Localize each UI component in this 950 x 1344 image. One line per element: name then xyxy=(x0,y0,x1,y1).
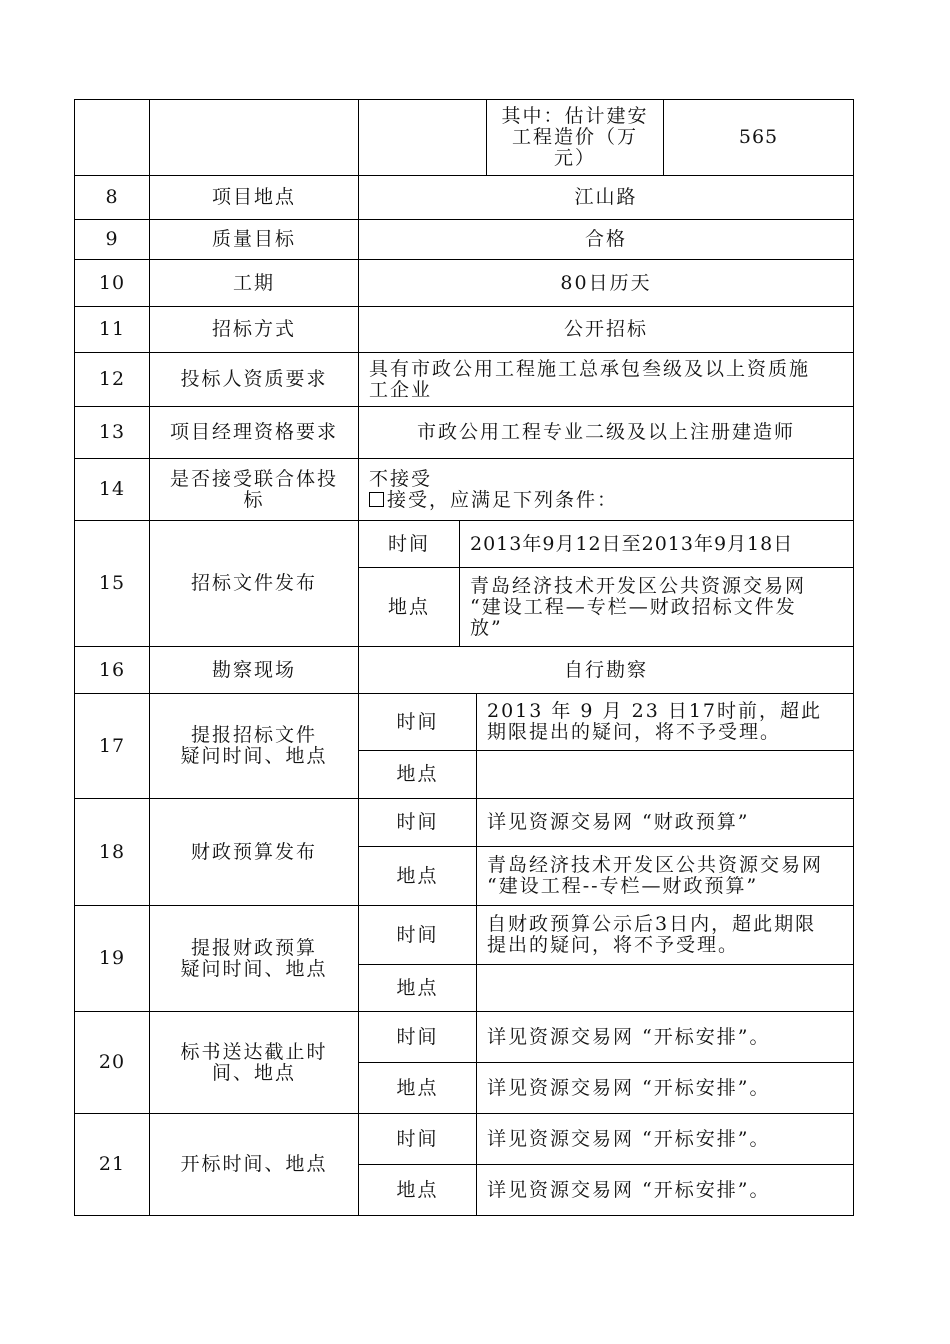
label-line: 疑问时间、地点 xyxy=(180,745,328,767)
place-value xyxy=(477,847,853,905)
place-label: 地点 xyxy=(387,595,430,618)
value-line: 提出的疑问，将不予受理。 xyxy=(487,934,740,956)
option-not-accept: 不接受 xyxy=(369,467,433,490)
row-number: 11 xyxy=(98,318,126,340)
time-label: 时间 xyxy=(387,532,430,555)
row-value xyxy=(359,353,853,406)
option-accept xyxy=(369,490,618,511)
row-label: 招标方式 xyxy=(211,318,296,340)
row-label: 勘察现场 xyxy=(211,658,296,681)
row-number: 17 xyxy=(98,734,126,757)
row-number: 15 xyxy=(98,572,126,594)
row-line xyxy=(74,1215,854,1216)
time-label: 时间 xyxy=(396,811,439,833)
row-label: 招标文件发布 xyxy=(190,572,317,594)
time-label: 时间 xyxy=(396,1127,439,1150)
row-number: 10 xyxy=(98,271,126,294)
construction-cost-value: 565 xyxy=(738,126,779,148)
row-value: 市政公用工程专业二级及以上注册建造师 xyxy=(416,421,795,443)
row-label xyxy=(150,459,358,520)
row-number: 19 xyxy=(98,947,126,969)
label-line: 是否接受联合体投 xyxy=(169,467,338,490)
time-value: 详见资源交易网 “开标安排”。 xyxy=(487,1025,771,1048)
value-line: 期限提出的疑问，将不予受理。 xyxy=(487,721,782,743)
label-line: 疑问时间、地点 xyxy=(180,957,328,980)
place-value: 详见资源交易网 “开标安排”。 xyxy=(487,1076,771,1099)
time-value: 详见资源交易网 “财政预算” xyxy=(487,811,750,833)
row-value: 80日历天 xyxy=(560,271,652,294)
place-label: 地点 xyxy=(396,864,439,887)
time-value xyxy=(477,906,853,964)
sub-label-line: 其中：估计建安 xyxy=(501,105,649,127)
row-number: 13 xyxy=(98,421,126,443)
row-number: 16 xyxy=(98,658,126,681)
time-label: 时间 xyxy=(396,1025,439,1048)
value-line: 青岛经济技术开发区公共资源交易网 xyxy=(470,574,807,597)
value-line: “建设工程--专栏—财政预算” xyxy=(487,875,759,897)
value-line: “建设工程—专栏—财政招标文件发 xyxy=(470,595,797,618)
value-line: 2013 年 9 月 23 日17时前，超此 xyxy=(487,700,822,722)
row-label xyxy=(150,1012,358,1113)
place-value: 详见资源交易网 “开标安排”。 xyxy=(487,1178,771,1201)
row-label: 工期 xyxy=(232,271,275,294)
label-line: 间、地点 xyxy=(211,1061,296,1084)
time-value: 详见资源交易网 “开标安排”。 xyxy=(487,1127,771,1150)
label-line: 标书送达截止时 xyxy=(180,1040,328,1063)
row-label: 投标人资质要求 xyxy=(180,368,328,390)
row-label: 项目地点 xyxy=(211,186,296,208)
value-line: 工企业 xyxy=(369,378,433,401)
sub-label-line: 工程造价（万 xyxy=(511,126,638,148)
row-label: 质量目标 xyxy=(211,228,296,250)
value-line: 自财政预算公示后3日内，超此期限 xyxy=(487,913,817,935)
row-number: 18 xyxy=(98,840,126,863)
place-value xyxy=(460,568,853,646)
time-label: 时间 xyxy=(396,710,439,733)
row-label xyxy=(150,906,358,1011)
row-value: 江山路 xyxy=(574,186,638,208)
row-number: 12 xyxy=(98,368,126,390)
option-accept-label: 接受，应满足下列条件： xyxy=(387,488,619,511)
row-number: 21 xyxy=(98,1153,126,1175)
row-label: 开标时间、地点 xyxy=(180,1153,328,1175)
row-label: 项目经理资格要求 xyxy=(169,421,338,443)
sub-cell-label xyxy=(487,100,663,175)
value-line: 具有市政公用工程施工总承包叁级及以上资质施 xyxy=(369,357,811,380)
row-label xyxy=(150,694,358,798)
value-line: 放” xyxy=(470,616,503,639)
row-number: 9 xyxy=(105,228,119,250)
row-number: 14 xyxy=(98,478,126,500)
consortium-options xyxy=(359,459,853,520)
label-line: 提报财政预算 xyxy=(190,936,317,959)
label-line: 提报招标文件 xyxy=(190,724,317,746)
time-value: 2013年9月12日至2013年9月18日 xyxy=(470,532,794,555)
row-value: 公开招标 xyxy=(563,318,648,340)
row-number: 8 xyxy=(105,186,119,208)
value-line: 青岛经济技术开发区公共资源交易网 xyxy=(487,854,824,876)
row-number: 20 xyxy=(98,1051,126,1073)
checkbox-icon xyxy=(369,492,384,507)
row-value: 合格 xyxy=(584,228,627,250)
row-value: 自行勘察 xyxy=(563,658,648,681)
column-line xyxy=(853,99,854,1216)
sub-label-line: 元） xyxy=(553,147,596,169)
place-label: 地点 xyxy=(396,1178,439,1201)
label-line: 标 xyxy=(243,488,265,511)
place-label: 地点 xyxy=(396,976,439,999)
place-label: 地点 xyxy=(396,1076,439,1099)
time-value xyxy=(477,694,853,750)
place-label: 地点 xyxy=(396,763,439,785)
row-label: 财政预算发布 xyxy=(190,840,317,863)
time-label: 时间 xyxy=(396,923,439,946)
